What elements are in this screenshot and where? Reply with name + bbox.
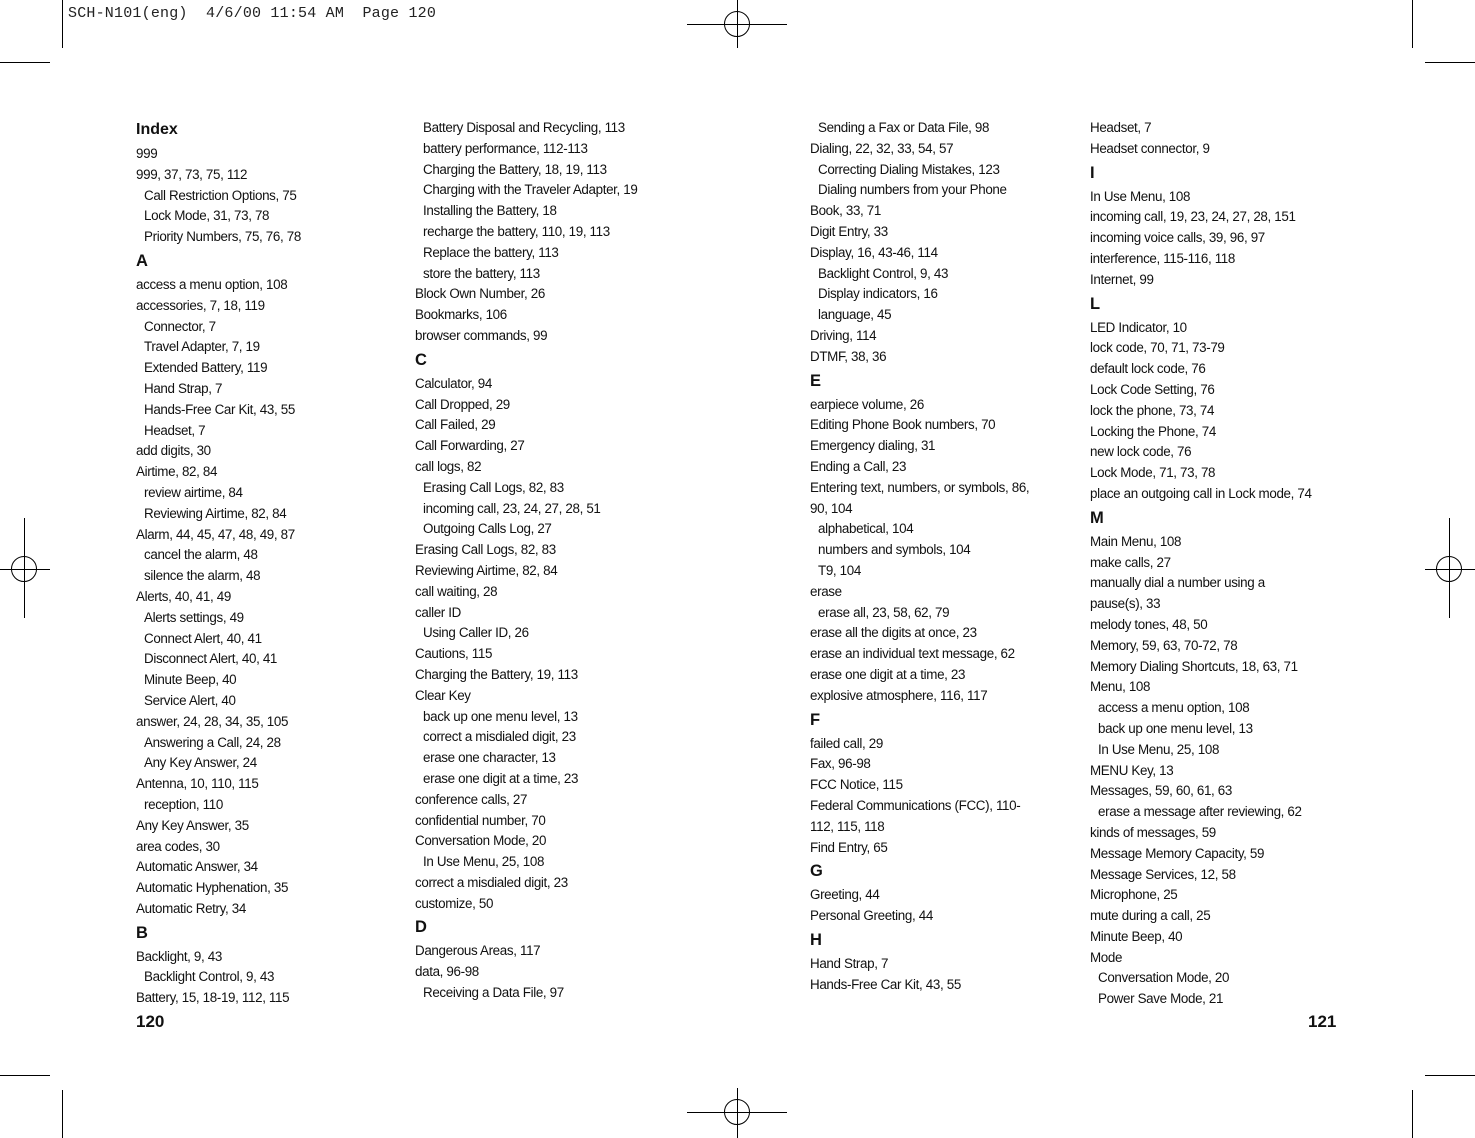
index-entry: Message Services, 12, 58 [1090, 866, 1236, 882]
index-entry: incoming voice calls, 39, 96, 97 [1090, 230, 1265, 246]
index-entry: lock code, 70, 71, 73-79 [1090, 340, 1225, 356]
index-entry: failed call, 29 [810, 735, 883, 751]
index-entry: Automatic Hyphenation, 35 [136, 880, 289, 896]
index-entry: correct a misdialed digit, 23 [415, 874, 568, 890]
index-subentry: Dialing numbers from your Phone [818, 182, 1007, 198]
index-subentry: Connect Alert, 40, 41 [144, 630, 262, 646]
crop-mark [62, 1090, 63, 1138]
index-subentry: numbers and symbols, 104 [818, 542, 971, 558]
index-entry: Memory Dialing Shortcuts, 18, 63, 71 [1090, 658, 1298, 674]
index-subentry: Receiving a Data File, 97 [423, 985, 564, 1001]
index-subentry: Conversation Mode, 20 [1098, 970, 1230, 986]
index-entry: area codes, 30 [136, 838, 220, 854]
registration-circle [724, 11, 750, 37]
index-subentry: Backlight Control, 9, 43 [144, 969, 275, 985]
registration-circle [11, 556, 37, 582]
index-entry: Call Failed, 29 [415, 417, 496, 433]
index-subentry: Installing the Battery, 18 [423, 203, 557, 219]
index-subentry: T9, 104 [818, 562, 861, 578]
index-entry: Locking the Phone, 74 [1090, 423, 1216, 439]
section-letter: G [810, 862, 823, 881]
registration-circle [1436, 556, 1462, 582]
index-subentry: Charging with the Traveler Adapter, 19 [423, 182, 638, 198]
index-entry: 999 [136, 146, 158, 161]
index-entry: mute during a call, 25 [1090, 908, 1211, 924]
index-entry: answer, 24, 28, 34, 35, 105 [136, 713, 289, 729]
index-entry: 112, 115, 118 [810, 818, 885, 834]
section-letter: H [810, 930, 822, 949]
index-entry: Display, 16, 43-46, 114 [810, 244, 938, 260]
index-entry: Dialing, 22, 32, 33, 54, 57 [810, 140, 954, 156]
index-entry: LED Indicator, 10 [1090, 319, 1187, 335]
index-entry: Charging the Battery, 19, 113 [415, 666, 578, 682]
index-entry: Alerts, 40, 41, 49 [136, 588, 231, 604]
index-column-2 [415, 118, 715, 1004]
index-entry: Hands-Free Car Kit, 43, 55 [810, 976, 961, 992]
index-entry: Message Memory Capacity, 59 [1090, 845, 1265, 861]
index-entry: Federal Communications (FCC), 110- [810, 797, 1021, 813]
index-subentry: Any Key Answer, 24 [144, 755, 257, 771]
index-entry: call waiting, 28 [415, 583, 498, 599]
index-entry: Emergency dialing, 31 [810, 438, 936, 454]
index-subentry: language, 45 [818, 307, 892, 323]
index-entry: incoming call, 19, 23, 24, 27, 28, 151 [1090, 209, 1296, 225]
index-entry: erase an individual text message, 62 [810, 646, 1015, 662]
crop-mark [62, 0, 63, 48]
index-entry: Internet, 99 [1090, 271, 1154, 287]
index-entry: make calls, 27 [1090, 554, 1171, 570]
index-entry: Messages, 59, 60, 61, 63 [1090, 783, 1232, 799]
index-entry: confidential number, 70 [415, 812, 546, 828]
index-subentry: Connector, 7 [144, 318, 216, 334]
section-letter: M [1090, 508, 1104, 527]
index-entry: Headset connector, 9 [1090, 140, 1210, 156]
index-subentry: Hands-Free Car Kit, 43, 55 [144, 401, 295, 417]
index-entry: In Use Menu, 108 [1090, 188, 1191, 204]
index-subentry: alphabetical, 104 [818, 521, 914, 537]
index-entry: FCC Notice, 115 [810, 777, 903, 793]
index-subentry: erase a message after reviewing, 62 [1098, 804, 1302, 820]
index-entry: new lock code, 76 [1090, 444, 1192, 460]
index-subentry: Lock Mode, 31, 73, 78 [144, 208, 270, 224]
index-entry: interference, 115-116, 118 [1090, 250, 1235, 266]
index-subentry: Hand Strap, 7 [144, 380, 223, 396]
index-entry: Minute Beep, 40 [1090, 928, 1183, 944]
index-entry: Conversation Mode, 20 [415, 833, 547, 849]
index-entry: Alarm, 44, 45, 47, 48, 49, 87 [136, 526, 295, 542]
index-entry: caller ID [415, 604, 461, 620]
index-subentry: Battery Disposal and Recycling, 113 [423, 120, 625, 135]
index-entry: Menu, 108 [1090, 679, 1151, 695]
index-entry: erase all the digits at once, 23 [810, 625, 977, 641]
index-subentry: reception, 110 [144, 796, 223, 812]
page-number-right: 121 [1308, 1012, 1337, 1031]
index-subentry: back up one menu level, 13 [423, 708, 578, 724]
index-entry: Call Dropped, 29 [415, 396, 510, 412]
index-entry: Reviewing Airtime, 82, 84 [415, 562, 558, 578]
index-entry: Battery, 15, 18-19, 112, 115 [136, 990, 290, 1006]
index-column-3 [810, 118, 1110, 995]
index-column-1 [136, 118, 436, 1009]
index-entry: Personal Greeting, 44 [810, 908, 933, 924]
index-subentry: battery performance, 112-113 [423, 140, 588, 156]
index-entry: Ending a Call, 23 [810, 458, 907, 474]
section-letter: F [810, 710, 821, 729]
crop-mark [1412, 0, 1413, 48]
index-entry: 90, 104 [810, 500, 853, 516]
index-entry: pause(s), 33 [1090, 596, 1161, 612]
index-entry: Block Own Number, 26 [415, 286, 545, 302]
index-entry: Fax, 96-98 [810, 756, 871, 772]
index-entry: Driving, 114 [810, 327, 877, 343]
index-entry: add digits, 30 [136, 443, 211, 459]
index-entry: Hand Strap, 7 [810, 955, 889, 971]
index-entry: Greeting, 44 [810, 887, 880, 903]
print-slug-line: SCH-N101(eng) 4/6/00 11:54 AM Page 120 [68, 5, 437, 22]
index-subentry: Reviewing Airtime, 82, 84 [144, 505, 287, 521]
index-subentry: Service Alert, 40 [144, 692, 236, 708]
index-entry: Any Key Answer, 35 [136, 817, 249, 833]
index-entry: explosive atmosphere, 116, 117 [810, 687, 988, 703]
index-subentry: correct a misdialed digit, 23 [423, 729, 576, 745]
index-entry: 999, 37, 73, 75, 112 [136, 166, 248, 182]
index-entry: Main Menu, 108 [1090, 533, 1182, 549]
index-subentry: Display indicators, 16 [818, 286, 938, 302]
index-subentry: access a menu option, 108 [1098, 700, 1250, 716]
index-entry: Backlight, 9, 43 [136, 948, 222, 964]
index-entry: conference calls, 27 [415, 791, 528, 807]
index-subentry: Using Caller ID, 26 [423, 625, 529, 641]
index-column-4 [1090, 118, 1390, 1010]
index-entry: Lock Mode, 71, 73, 78 [1090, 465, 1216, 481]
index-entry: Book, 33, 71 [810, 203, 881, 219]
index-subentry: incoming call, 23, 24, 27, 28, 51 [423, 500, 601, 516]
index-subentry: Power Save Mode, 21 [1098, 991, 1224, 1007]
index-subentry: Travel Adapter, 7, 19 [144, 339, 260, 355]
index-entry: melody tones, 48, 50 [1090, 616, 1208, 632]
index-entry: access a menu option, 108 [136, 276, 288, 292]
section-letter: L [1090, 294, 1101, 313]
crop-mark [0, 1075, 50, 1076]
index-entry: MENU Key, 13 [1090, 762, 1174, 778]
index-entry: accessories, 7, 18, 119 [136, 297, 265, 313]
index-entry: data, 96-98 [415, 964, 479, 980]
index-entry: Dangerous Areas, 117 [415, 943, 541, 959]
index-subentry: Outgoing Calls Log, 27 [423, 521, 552, 537]
index-subentry: erase one digit at a time, 23 [423, 770, 579, 786]
index-entry: DTMF, 38, 36 [810, 348, 887, 364]
page-number-left: 120 [136, 1012, 165, 1031]
index-entry: place an outgoing call in Lock mode, 74 [1090, 485, 1312, 501]
index-subentry: Headset, 7 [144, 422, 206, 438]
index-entry: Cautions, 115 [415, 646, 493, 662]
index-subentry: Extended Battery, 119 [144, 360, 268, 376]
index-entry: Call Forwarding, 27 [415, 438, 525, 454]
index-subentry: Answering a Call, 24, 28 [144, 734, 281, 750]
index-entry: earpiece volume, 26 [810, 396, 924, 412]
index-entry: Antenna, 10, 110, 115 [136, 776, 259, 792]
index-entry: Clear Key [415, 687, 471, 703]
index-subentry: Charging the Battery, 18, 19, 113 [423, 161, 607, 177]
section-letter: E [810, 371, 822, 390]
index-subentry: Replace the battery, 113 [423, 244, 559, 260]
index-entry: default lock code, 76 [1090, 361, 1206, 377]
index-entry: Headset, 7 [1090, 120, 1152, 135]
index-subentry: store the battery, 113 [423, 265, 540, 281]
index-entry: customize, 50 [415, 895, 494, 911]
index-subentry: Disconnect Alert, 40, 41 [144, 651, 278, 667]
index-entry: Calculator, 94 [415, 375, 492, 391]
index-entry: Entering text, numbers, or symbols, 86, [810, 479, 1030, 495]
section-letter: C [415, 350, 427, 369]
crop-mark [1425, 1075, 1475, 1076]
index-subentry: Alerts settings, 49 [144, 609, 244, 625]
index-subentry: recharge the battery, 110, 19, 113 [423, 223, 610, 239]
index-entry: Editing Phone Book numbers, 70 [810, 417, 996, 433]
registration-circle [724, 1099, 750, 1125]
index-entry: Automatic Answer, 34 [136, 859, 258, 875]
section-letter: A [136, 251, 148, 270]
index-entry: lock the phone, 73, 74 [1090, 402, 1215, 418]
index-entry: Digit Entry, 33 [810, 223, 888, 239]
index-subentry: back up one menu level, 13 [1098, 720, 1253, 736]
index-entry: Airtime, 82, 84 [136, 464, 218, 480]
index-subentry: Minute Beep, 40 [144, 672, 237, 688]
index-entry: Lock Code Setting, 76 [1090, 381, 1215, 397]
index-subentry: silence the alarm, 48 [144, 568, 261, 584]
index-subentry: erase one character, 13 [423, 750, 556, 766]
index-subentry: cancel the alarm, 48 [144, 547, 258, 563]
index-entry: Find Entry, 65 [810, 839, 888, 855]
section-letter: I [1090, 163, 1095, 182]
index-entry: Erasing Call Logs, 82, 83 [415, 542, 556, 558]
index-subentry: In Use Menu, 25, 108 [1098, 741, 1220, 757]
index-entry: kinds of messages, 59 [1090, 824, 1216, 840]
index-title: Index [136, 121, 178, 138]
index-subentry: Sending a Fax or Data File, 98 [818, 120, 990, 135]
crop-mark [1425, 62, 1475, 63]
section-letter: B [136, 923, 148, 942]
index-subentry: In Use Menu, 25, 108 [423, 854, 545, 870]
index-subentry: Backlight Control, 9, 43 [818, 265, 949, 281]
index-entry: manually dial a number using a [1090, 575, 1265, 591]
index-entry: erase one digit at a time, 23 [810, 666, 966, 682]
index-entry: browser commands, 99 [415, 327, 548, 343]
index-entry: Mode [1090, 949, 1123, 965]
index-subentry: Priority Numbers, 75, 76, 78 [144, 229, 301, 245]
crop-mark [0, 62, 50, 63]
index-subentry: Call Restriction Options, 75 [144, 187, 297, 203]
index-entry: erase [810, 583, 842, 599]
index-entry: Microphone, 25 [1090, 887, 1178, 903]
section-letter: D [415, 918, 427, 937]
index-entry: Automatic Retry, 34 [136, 900, 246, 916]
crop-mark [1412, 1090, 1413, 1138]
index-subentry: erase all, 23, 58, 62, 79 [818, 604, 950, 620]
index-subentry: review airtime, 84 [144, 484, 243, 500]
index-subentry: Erasing Call Logs, 82, 83 [423, 479, 564, 495]
index-entry: call logs, 82 [415, 458, 482, 474]
index-subentry: Correcting Dialing Mistakes, 123 [818, 161, 1000, 177]
index-entry: Bookmarks, 106 [415, 307, 507, 323]
index-entry: Memory, 59, 63, 70-72, 78 [1090, 637, 1238, 653]
